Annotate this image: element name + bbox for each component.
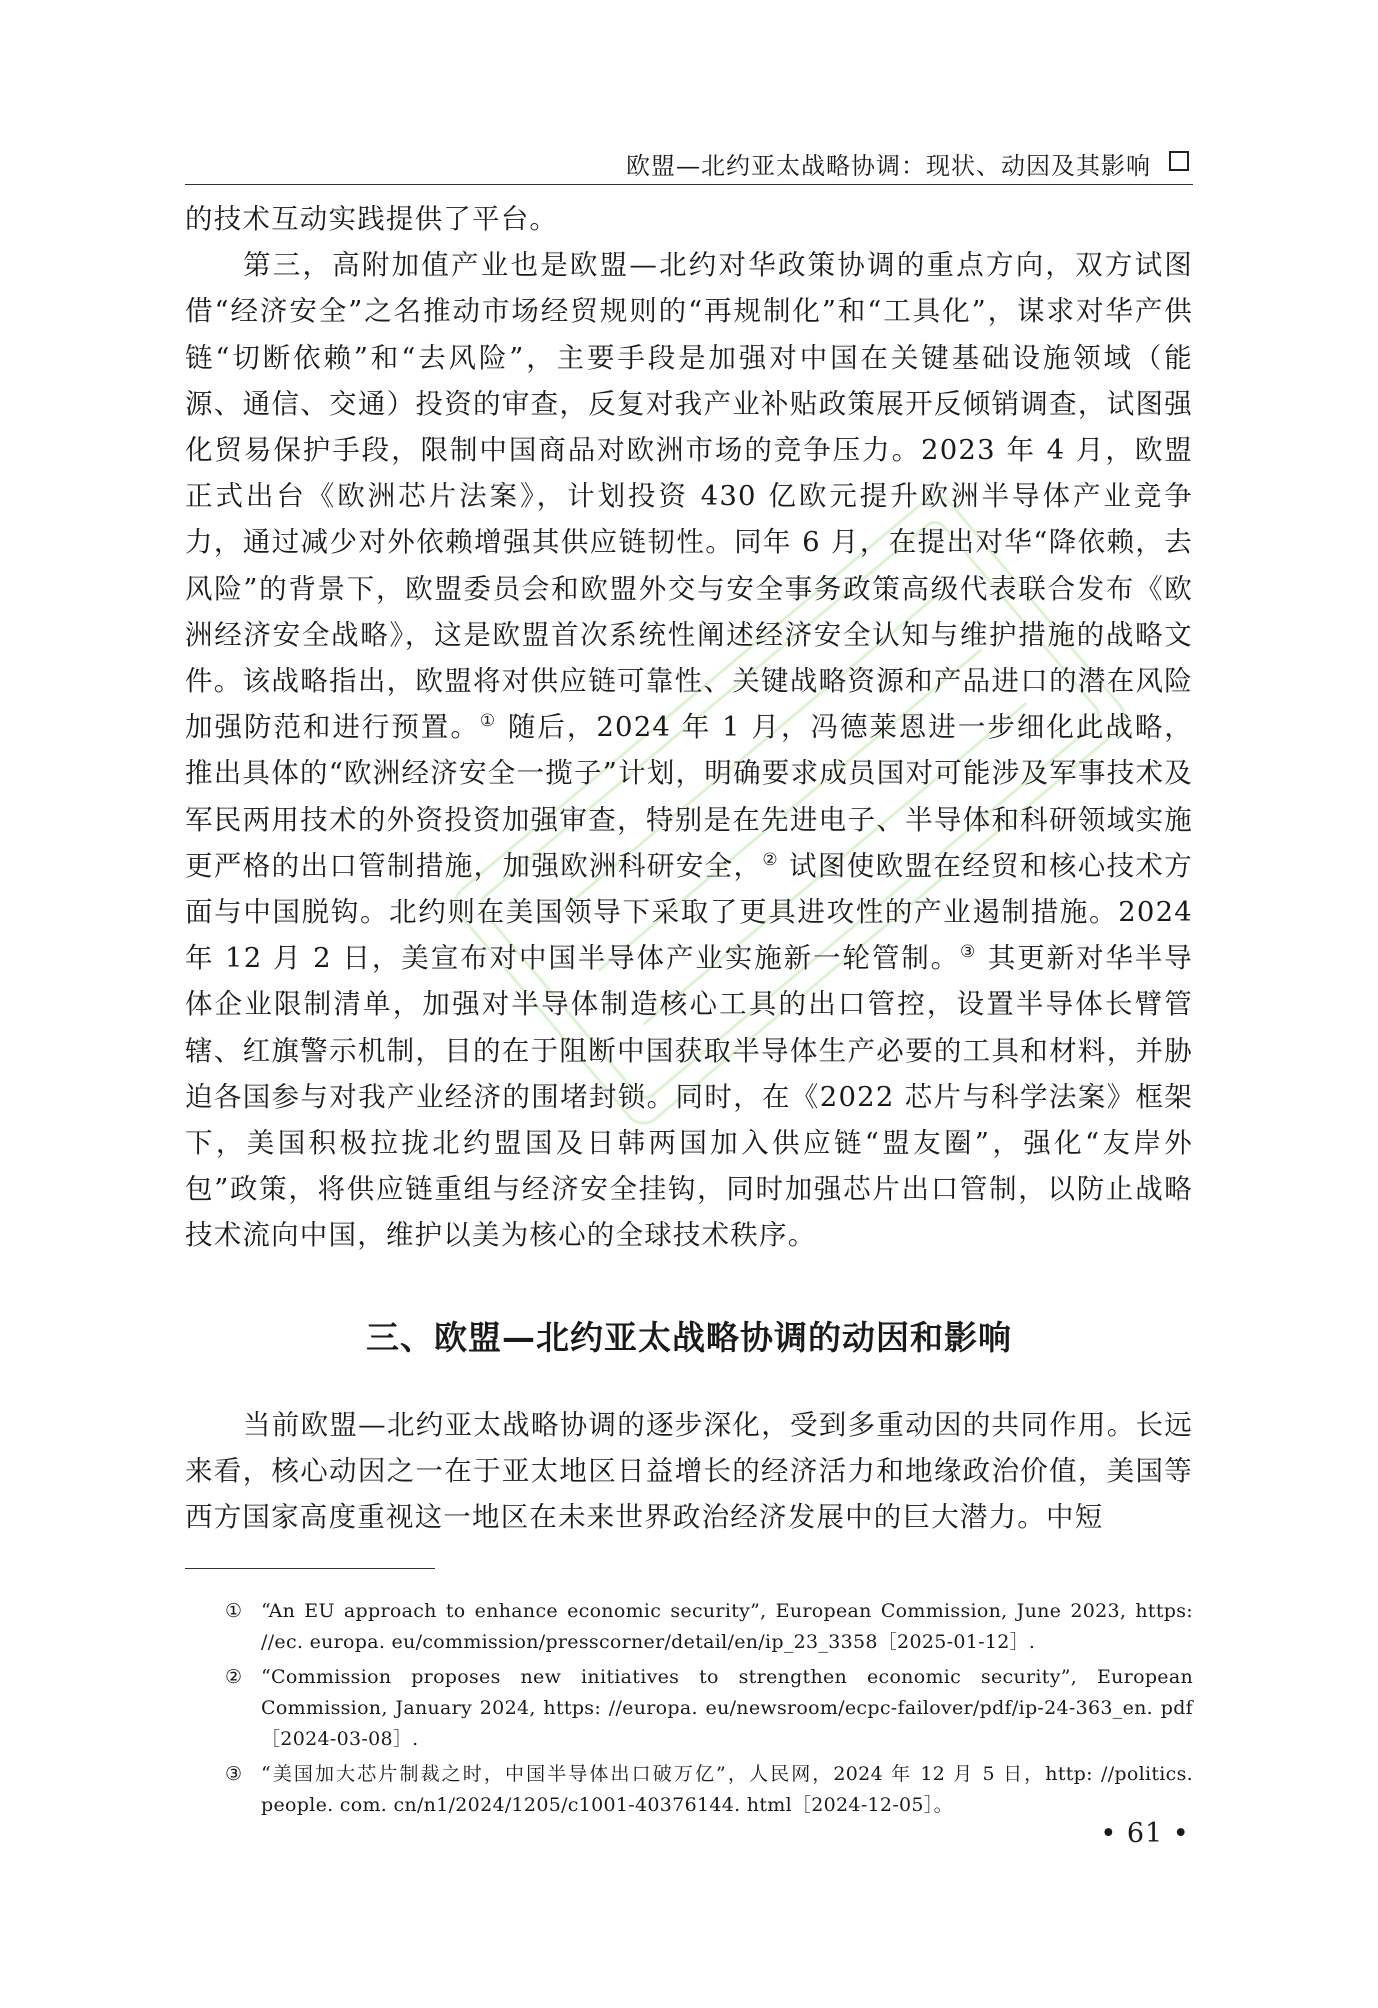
paragraph-continuation: [185, 196, 1193, 242]
footnote-text: “An EU approach to enhance economic security”, European Commission, June 2023, https: //ec. europa. eu/commission/presscorner/detail/en/ip_23_3358［2025-01-12］.: [261, 1600, 1193, 1653]
footnote-marker: ①: [225, 1600, 243, 1622]
footnote-item: [225, 1662, 1193, 1755]
footnote-text: “Commission proposes new initiatives to strengthen economic security”, European Commission, January 2024, https: //europa. eu/newsroom/ecpc-failover/pdf/ip-24-363_en. pdf［2024-03-08］.: [261, 1666, 1193, 1750]
footnote-ref-2[interactable]: ②: [762, 849, 779, 870]
footnote-divider: [185, 1568, 435, 1569]
section-paragraph: [185, 1402, 1193, 1541]
paragraph-text: 当前欧盟—北约亚太战略协调的逐步深化，受到多重动因的共同作用。长远来看，核心动因之一在于亚太地区日益增长的经济活力和地缘政治价值，美国等西方国家高度重视这一地区在未来世界政治经济发展中的巨大潜力。中短: [185, 1409, 1193, 1534]
footnote-item: [225, 1759, 1193, 1821]
paragraph-text: 的技术互动实践提供了平台。: [185, 203, 559, 235]
footnote-item: [225, 1596, 1193, 1658]
body-text: [185, 196, 1193, 1259]
square-box-icon: [1169, 151, 1189, 171]
running-header: [185, 140, 1193, 185]
paragraph-text-segment: 第三，高附加值产业也是欧盟—北约对华政策协调的重点方向，双方试图借“经济安全”之名推动市场经贸规则的“再规制化”和“工具化”，谋求对华产供链“切断依赖”和“去风险”，主要手段是加强对中国在关键基础设施领域（能源、通信、交通）投资的审查，反复对我产业补贴政策展开反倾销调查，试图强化贸易保护手段，限制中国商品对欧洲市场的竞争压力。2023 年 4 月，欧盟正式出台《欧洲芯片法案》，计划投资 430 亿欧元提升欧洲半导体产业竞争力，通过减少对外依赖增强其供应链韧性。同年 6 月，在提出对华“降依赖，去风险”的背景下，欧盟委员会和欧盟外交与安全事务政策高级代表联合发布《欧洲经济安全战略》，这是欧盟首次系统性阐述经济安全认知与维护措施的战略文件。该战略指出，欧盟将对供应链可靠性、关键战略资源和产品进口的潜在风险加强防范和进行预置。: [185, 249, 1193, 744]
footnote-ref-1[interactable]: ①: [479, 711, 498, 732]
footnotes: [225, 1596, 1193, 1825]
section-heading: 三、欧盟—北约亚太战略协调的动因和影响: [366, 1318, 1012, 1357]
footnote-ref-3[interactable]: ③: [960, 942, 978, 963]
paragraph-text-segment: 试图使欧盟在经贸和核心技术方面与中国脱钩。北约则在美国领导下采取了更具进攻性的产业遏制措施。2024 年 12 月 2 日，美宣布对中国半导体产业实施新一轮管制。: [185, 849, 1193, 975]
header-title: 欧盟—北约亚太战略协调：现状、动因及其影响: [626, 152, 1151, 180]
paragraph-text-segment: 随后，2024 年 1 月，冯德莱恩进一步细化此战略，推出具体的“欧洲经济安全一揽子”计划，明确要求成员国对可能涉及军事技术及军民两用技术的外资投资加强审查，特别是在先进电子、半导体和科研领域实施更严格的出口管制措施，加强欧洲科研安全，: [185, 711, 1194, 882]
paragraph-text-segment: 其更新对华半导体企业限制清单，加强对半导体制造核心工具的出口管控，设置半导体长臂管辖、红旗警示机制，目的在于阻断中国获取半导体生产必要的工具和材料，并胁迫各国参与对我产业经济的围堵封锁。同时，在《2022 芯片与科学法案》框架下，美国积极拉拢北约盟国及日韩两国加入供应链“盟友圈”，强化“友岸外包”政策，将供应链重组与经济安全挂钩，同时加强芯片出口管制，以防止战略技术流向中国，维护以美为核心的全球技术秩序。: [185, 942, 1193, 1252]
footnote-marker: ②: [225, 1666, 243, 1688]
section-body: [185, 1402, 1193, 1541]
paragraph-third-point: [185, 242, 1193, 1258]
footnote-text: “美国加大芯片制裁之时，中国半导体出口破万亿”，人民网，2024 年 12 月 5 日，http: //politics. people. com. cn/n1/2024/1205/c1001-40376144. html［2024-12-05］。: [261, 1763, 1193, 1816]
footnote-marker: ③: [225, 1763, 243, 1785]
page-number: • 61 •: [1100, 1818, 1190, 1849]
